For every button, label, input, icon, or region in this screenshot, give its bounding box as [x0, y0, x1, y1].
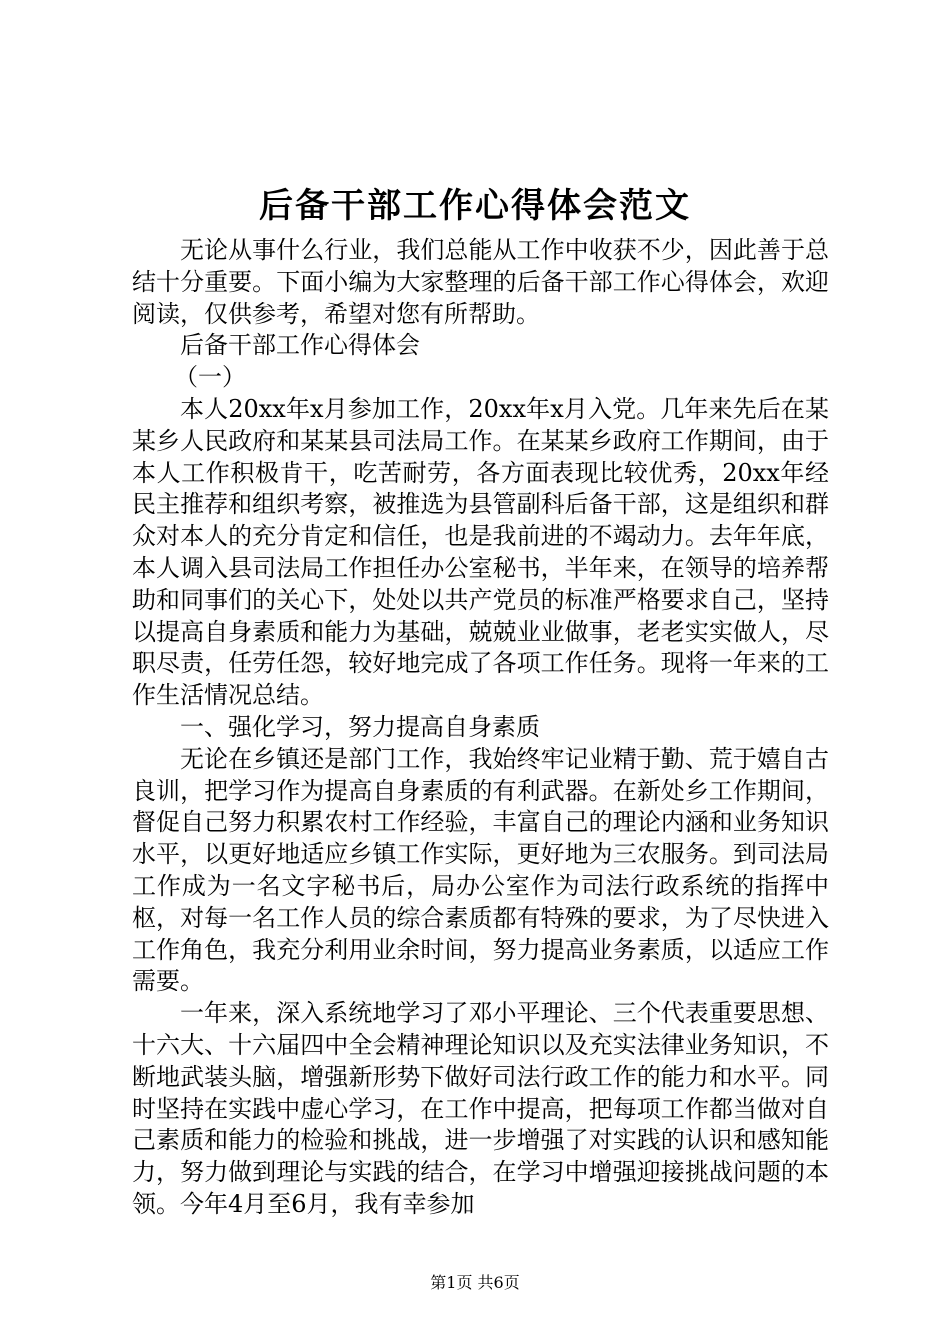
page-footer: 第1页 共6页 [430, 1273, 520, 1292]
document-body [132, 235, 829, 1221]
document-title: 后备干部工作心得体会范文 [259, 186, 691, 226]
paragraph-heading-study: 一、强化学习，努力提高自身素质 [180, 712, 540, 741]
paragraph-background: 本人20xx年x月参加工作，20xx年x月入党。几年来先后在某某乡人民政府和某某县司法局工作。在某某乡政府工作期间，由于本人工作积极肯干，吃苦耐劳，各方面表现比较优秀，20xx年经民主推荐和组织考察，被推选为县管副科后备干部，这是组织和群众对本人的充分肯定和信任，也是我前进的不竭动力。去年年底，本人调入县司法局工作担任办公室秘书，半年来，在领导的培养帮助和同事们的关心下，处处以共产党员的标准严格要求自己，坚持以提高自身素质和能力为基础，兢兢业业做事，老老实实做人，尽职尽责，任劳任怨，较好地完成了各项工作任务。现将一年来的工作生活情况总结。 [132, 394, 829, 710]
paragraph-study-1: 无论在乡镇还是部门工作，我始终牢记业精于勤、荒于嬉自古良训，把学习作为提高自身素质的有利武器。在新处乡工作期间，督促自己努力积累农村工作经验，丰富自己的理论内涵和业务知识水平，以更好地适应乡镇工作实际，更好地为三农服务。到司法局工作成为一名文字秘书后，局办公室作为司法行政系统的指挥中枢，对每一名工作人员的综合素质都有特殊的要求，为了尽快进入工作角色，我充分利用业余时间，努力提高业务素质，以适应工作需要。 [132, 744, 829, 996]
paragraph-subtitle: 后备干部工作心得体会 [180, 331, 420, 360]
paragraph-section-number: （一） [174, 363, 246, 392]
paragraph-study-2: 一年来，深入系统地学习了邓小平理论、三个代表重要思想、十六大、十六届四中全会精神理论知识以及充实法律业务知识，不断地武装头脑，增强新形势下做好司法行政工作的能力和水平。同时坚持在实践中虚心学习，在工作中提高，把每项工作都当做对自己素质和能力的检验和挑战，进一步增强了对实践的认识和感知能力，努力做到理论与实践的结合，在学习中增强迎接挑战问题的本领。今年4月至6月，我有幸参加 [132, 999, 829, 1218]
paragraph-intro: 无论从事什么行业，我们总能从工作中收获不少，因此善于总结十分重要。下面小编为大家整理的后备干部工作心得体会，欢迎阅读，仅供参考，希望对您有所帮助。 [132, 236, 829, 328]
